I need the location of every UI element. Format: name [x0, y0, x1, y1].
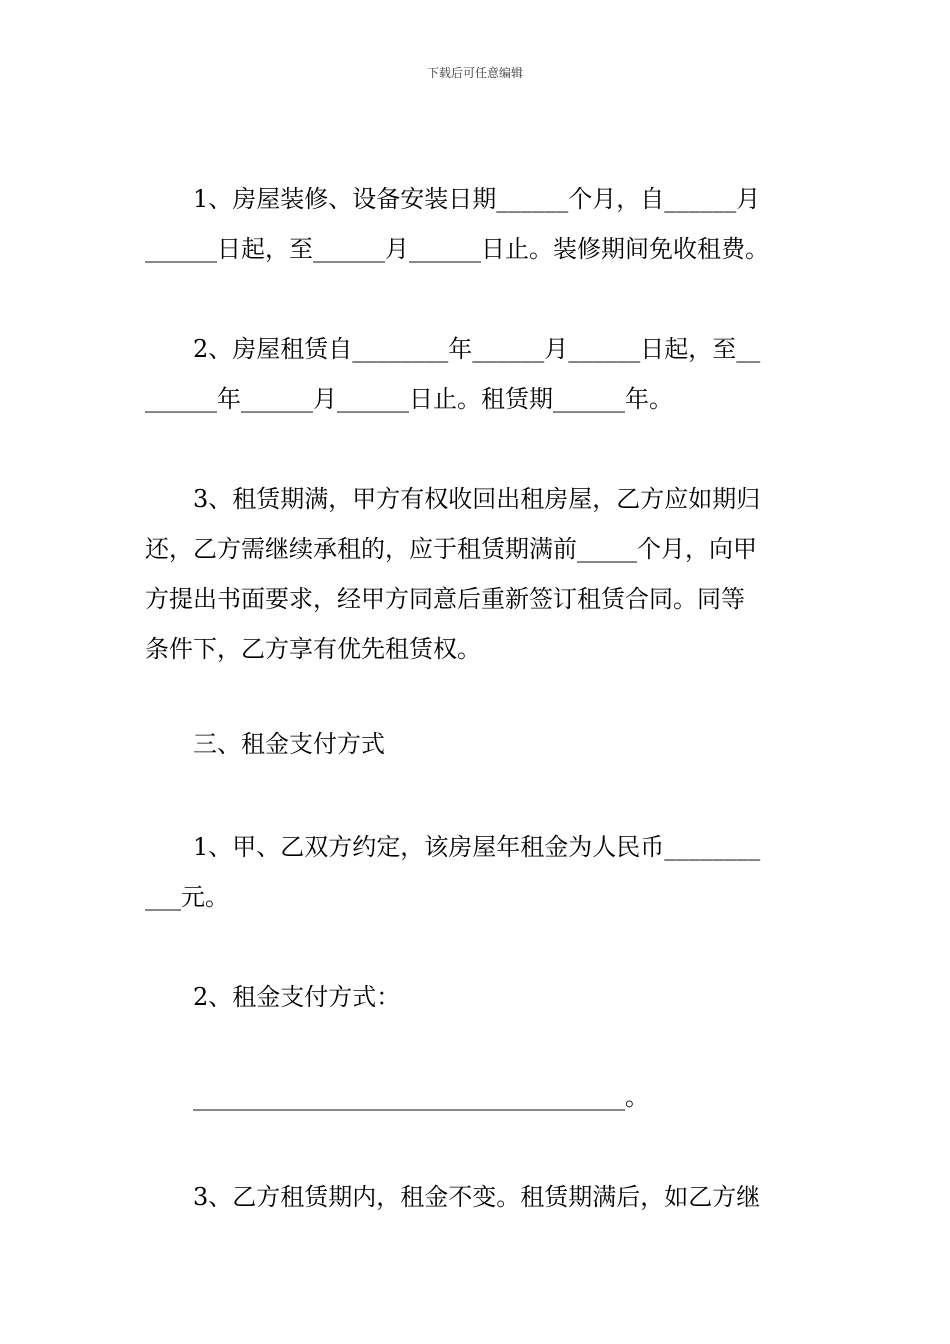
document-line: 三、租金支付方式 [193, 730, 385, 758]
document-line: 3、乙方租赁期内，租金不变。租赁期满后，如乙方继 [193, 1183, 761, 1211]
document-line: ____________________________________。 [193, 1083, 649, 1111]
page-header: 下载后可任意编辑 [426, 66, 523, 80]
document-line: 条件下，乙方享有优先租赁权。 [145, 635, 481, 663]
document-line: 1、房屋装修、设备安装日期______个月，自______月 [193, 185, 761, 213]
document-line: ______日起，至______月______日止。装修期间免收租费。 [145, 235, 769, 263]
document-line: 2、租金支付方式： [193, 983, 401, 1011]
document-line: ______年______月______日止。租赁期______年。 [145, 385, 673, 413]
document-line: 1、甲、乙双方约定，该房屋年租金为人民币________ [193, 833, 761, 861]
document-line: 方提出书面要求，经甲方同意后重新签订租赁合同。同等 [145, 585, 745, 613]
document-line: ___元。 [145, 883, 229, 911]
document-line: 3、租赁期满，甲方有权收回出租房屋，乙方应如期归 [193, 485, 761, 513]
document-line: 2、房屋租赁自________年______月______日起，至__ [193, 335, 761, 363]
document-line: 还，乙方需继续承租的，应于租赁期满前_____个月，向甲 [145, 535, 757, 563]
